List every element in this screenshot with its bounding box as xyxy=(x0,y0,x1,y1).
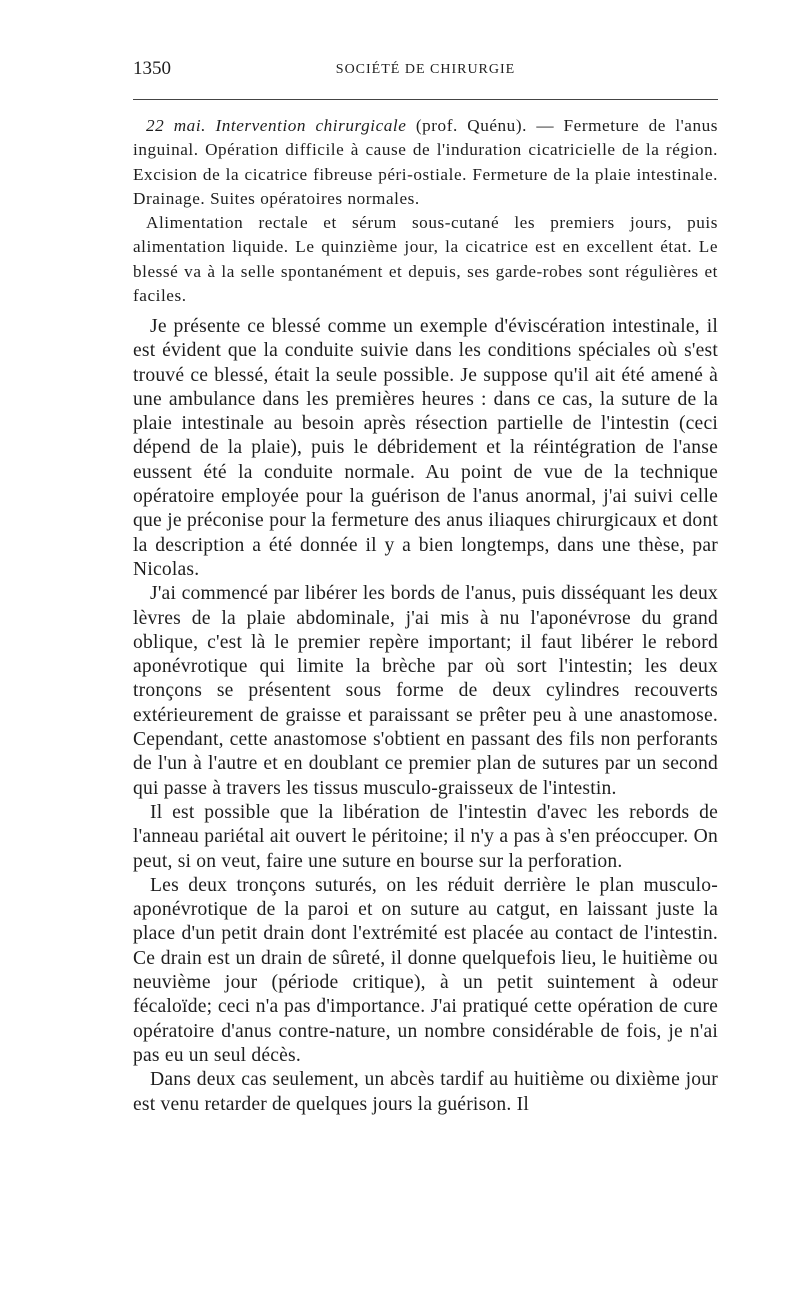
body-text xyxy=(133,315,718,1117)
case-notes xyxy=(133,114,718,308)
case-note-text: (prof. Quénu). — Fermeture de l'anus inguinal. Opération difficile à cause de l'induration cicatricielle de la région. Excision de la cicatrice fibreuse péri-ostiale. Fermeture de la plaie intestinale. Drainage. Suites opératoires normales. xyxy=(133,116,718,208)
case-note-heading: Intervention chirurgicale xyxy=(215,116,407,135)
page-number: 1350 xyxy=(133,58,171,79)
body-paragraph: Je présente ce blessé comme un exemple d'éviscération intestinale, il est évident que la conduite suivie dans les conditions spéciales où s'est trouvé ce blessé, était la seule possible. Je suppose qu'il ait été amené à une ambulance dans les premières heures : dans ce cas, la suture de la plaie intestinale au besoin après résection partielle de l'intestin (ceci dépend de la plaie), puis le débridement et la réintégration de l'anse eussent été la conduite normale. Au point de vue de la technique opératoire employée pour la guérison de l'anus anormal, j'ai suivi celle que je préconise pour la fermeture des anus iliaques chirurgicaux et dont la description a été donnée il y a bien longtemps, dans une thèse, par Nicolas. xyxy=(133,316,718,580)
case-note-paragraph xyxy=(133,114,718,211)
case-note-date: 22 mai. xyxy=(146,116,207,135)
running-head: SOCIÉTÉ DE CHIRURGIE xyxy=(335,62,516,77)
body-paragraph: J'ai commencé par libérer les bords de l'anus, puis disséquant les deux lèvres de la plaie abdominale, j'ai mis à nu l'aponévrose du grand oblique, c'est là le premier repère important; il faut libérer le rebord aponévrotique qui limite la brèche par où sort l'intestin; les deux tronçons se présentent sous forme de deux cylindres recouverts extérieurement de graisse et paraissant se prêter peu à une anastomose. Cependant, cette anastomose s'obtient en passant des fils non perforants de l'un à l'autre et en doublant ce premier plan de sutures par un second qui passe à travers les tissus musculo-graisseux de l'intestin. xyxy=(133,583,718,799)
page-header xyxy=(133,58,718,86)
body-paragraph: Les deux tronçons suturés, on les réduit derrière le plan musculo-aponévrotique de la paroi et on suture au catgut, en laissant juste la place d'un petit drain dont l'extrémité est placée au contact de l'intestin. Ce drain est un drain de sûreté, il donne quelquefois lieu, le huitième ou neuvième jour (période critique), à un petit suintement à odeur fécaloïde; ceci n'a pas d'importance. J'ai pratiqué cette opération de cure opératoire d'anus contre-nature, un nombre considérable de fois, je n'ai pas eu un seul décès. xyxy=(133,874,718,1066)
header-rule xyxy=(133,99,718,100)
case-note-paragraph: Alimentation rectale et sérum sous-cutané les premiers jours, puis alimentation liquide. Le quinzième jour, la cicatrice est en excellent état. Le blessé va à la selle spontanément et depuis, ses garde-robes sont régulières et faciles. xyxy=(133,213,718,306)
body-paragraph: Dans deux cas seulement, un abcès tardif au huitième ou dixième jour est venu retarder de quelques jours la guérison. Il xyxy=(133,1069,718,1115)
body-paragraph: Il est possible que la libération de l'intestin d'avec les rebords de l'anneau pariétal ait ouvert le péritoine; il n'y a pas à s'en préoccuper. On peut, si on veut, faire une suture en bourse sur la perforation. xyxy=(133,801,718,872)
